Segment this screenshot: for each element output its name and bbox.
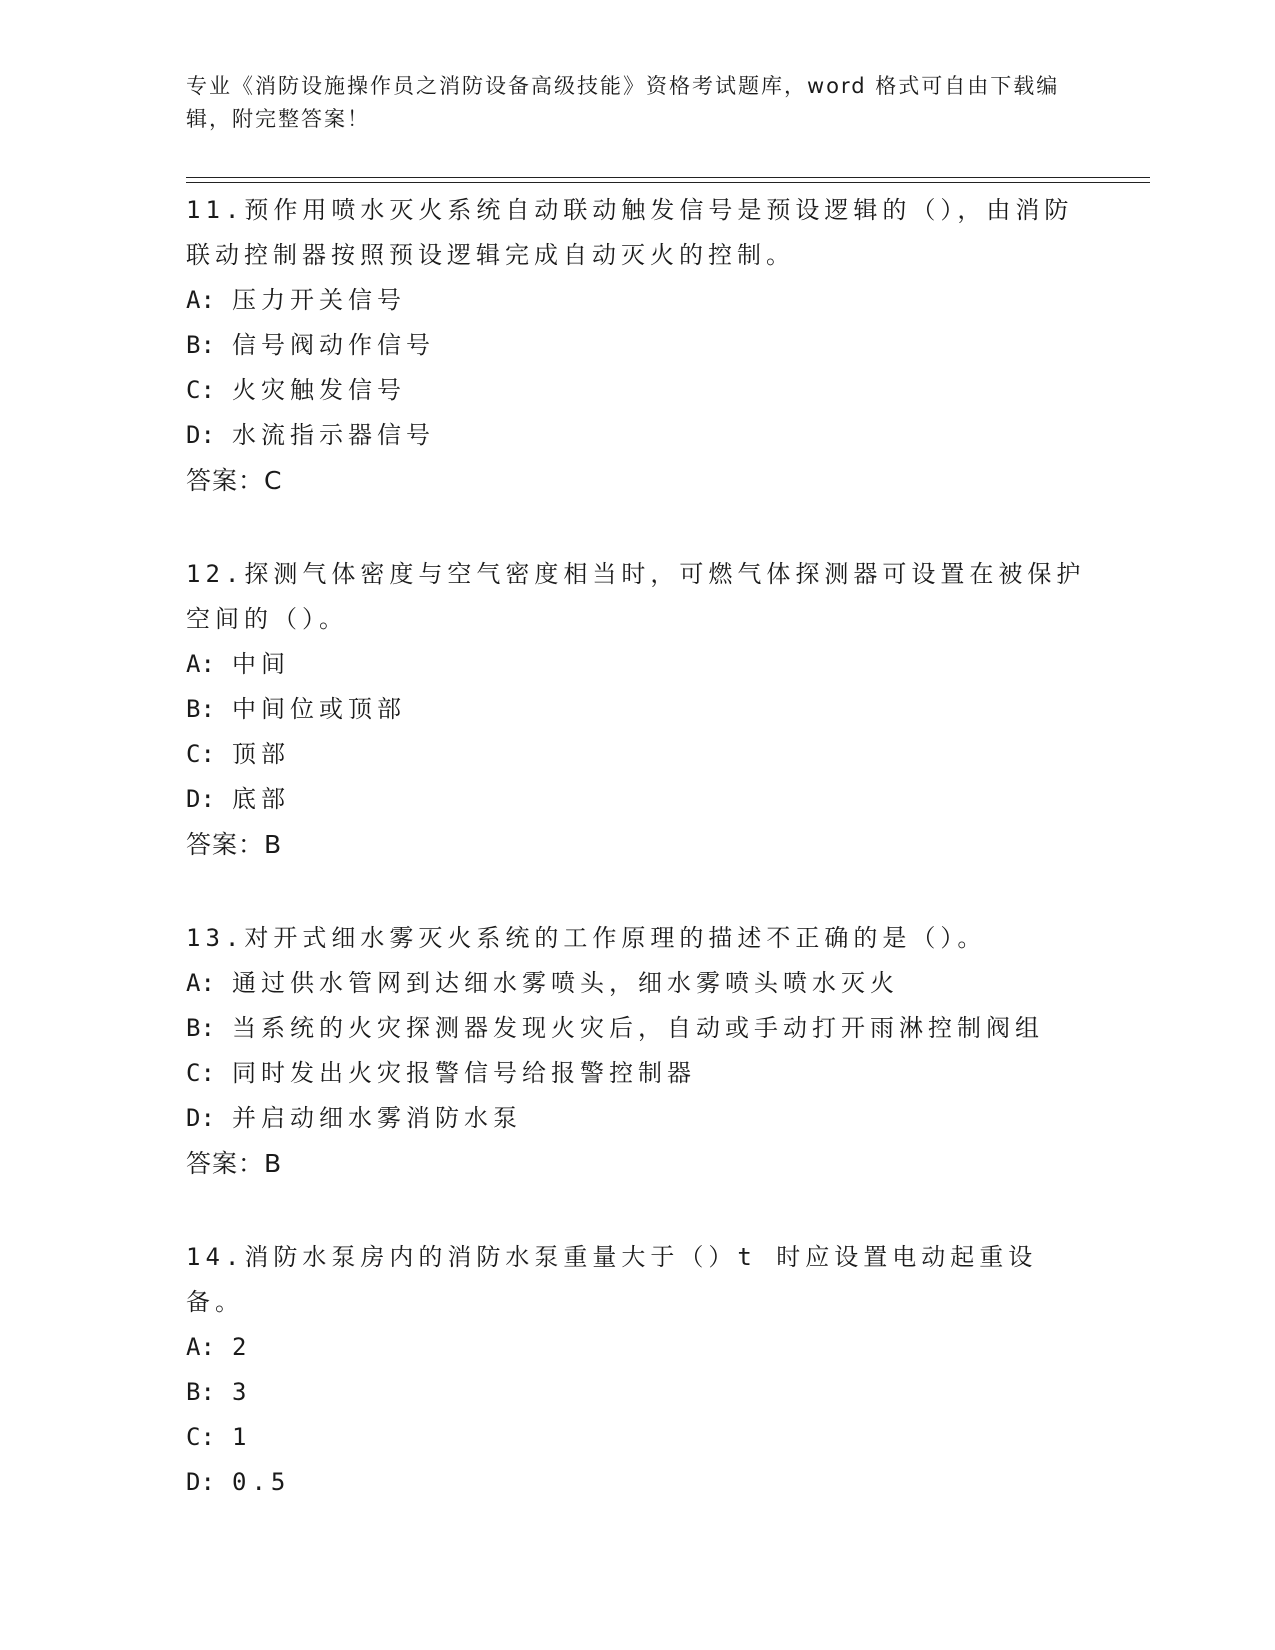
- option-c: [186, 732, 1086, 777]
- option-key: A:: [186, 286, 215, 314]
- option-text: 中间位或顶部: [232, 695, 406, 723]
- option-d: [186, 777, 1086, 822]
- option-text: 压力开关信号: [232, 286, 406, 314]
- option-key: B:: [186, 1378, 215, 1406]
- option-d: [186, 1096, 1086, 1141]
- option-b: [186, 687, 1086, 732]
- option-key: A:: [186, 1333, 215, 1361]
- option-key: D:: [186, 1104, 215, 1132]
- option-text: 同时发出火灾报警信号给报警控制器: [232, 1059, 696, 1087]
- option-a: [186, 961, 1086, 1006]
- option-b: [186, 323, 1086, 368]
- option-text: 中间: [232, 650, 290, 678]
- question-14: [186, 1235, 1086, 1505]
- answer-line: 答案：B: [186, 1149, 283, 1178]
- option-text: 水流指示器信号: [232, 421, 435, 449]
- option-key: B:: [186, 331, 215, 359]
- question-13: [186, 916, 1086, 1186]
- option-a: [186, 278, 1086, 323]
- option-d: [186, 1460, 1086, 1505]
- option-text: 并启动细水雾消防水泵: [232, 1104, 522, 1132]
- question-stem: 13.对开式细水雾灭火系统的工作原理的描述不正确的是（）。: [186, 924, 987, 952]
- question-11: [186, 188, 1086, 503]
- option-c: [186, 368, 1086, 413]
- question-stem: 14.消防水泵房内的消防水泵重量大于（）t 时应设置电动起重设备。: [186, 1243, 1038, 1316]
- option-text: 通过供水管网到达细水雾喷头，细水雾喷头喷水灭火: [232, 969, 899, 997]
- option-key: D:: [186, 1468, 215, 1496]
- option-b: [186, 1370, 1086, 1415]
- option-b: [186, 1006, 1086, 1051]
- option-key: C:: [186, 740, 215, 768]
- option-key: D:: [186, 421, 215, 449]
- question-12: [186, 552, 1086, 867]
- header-divider-top: [186, 177, 1150, 178]
- option-d: [186, 413, 1086, 458]
- answer-line: 答案：B: [186, 830, 283, 859]
- option-key: A:: [186, 969, 215, 997]
- answer-line: 答案：C: [186, 466, 283, 495]
- question-stem: 11.预作用喷水灭火系统自动联动触发信号是预设逻辑的（），由消防联动控制器按照预设逻辑完成自动灭火的控制。: [186, 196, 1074, 269]
- option-a: [186, 1325, 1086, 1370]
- option-key: C:: [186, 1423, 215, 1451]
- option-c: [186, 1051, 1086, 1096]
- header-divider-bottom: [186, 182, 1150, 183]
- option-key: C:: [186, 1059, 215, 1087]
- question-stem: 12.探测气体密度与空气密度相当时，可燃气体探测器可设置在被保护空间的（）。: [186, 560, 1086, 633]
- option-text: 当系统的火灾探测器发现火灾后，自动或手动打开雨淋控制阀组: [232, 1014, 1044, 1042]
- option-text: 0.5: [232, 1468, 291, 1496]
- document-header: 专业《消防设施操作员之消防设备高级技能》资格考试题库，word 格式可自由下载编辑，附完整答案！: [186, 74, 1060, 131]
- option-text: 底部: [232, 785, 290, 813]
- option-key: B:: [186, 695, 215, 723]
- option-text: 2: [232, 1333, 252, 1361]
- option-key: B:: [186, 1014, 215, 1042]
- option-key: A:: [186, 650, 215, 678]
- option-key: C:: [186, 376, 215, 404]
- option-text: 1: [232, 1423, 252, 1451]
- option-text: 信号阀动作信号: [232, 331, 435, 359]
- option-text: 顶部: [232, 740, 290, 768]
- option-text: 3: [232, 1378, 252, 1406]
- option-key: D:: [186, 785, 215, 813]
- option-text: 火灾触发信号: [232, 376, 406, 404]
- option-c: [186, 1415, 1086, 1460]
- option-a: [186, 642, 1086, 687]
